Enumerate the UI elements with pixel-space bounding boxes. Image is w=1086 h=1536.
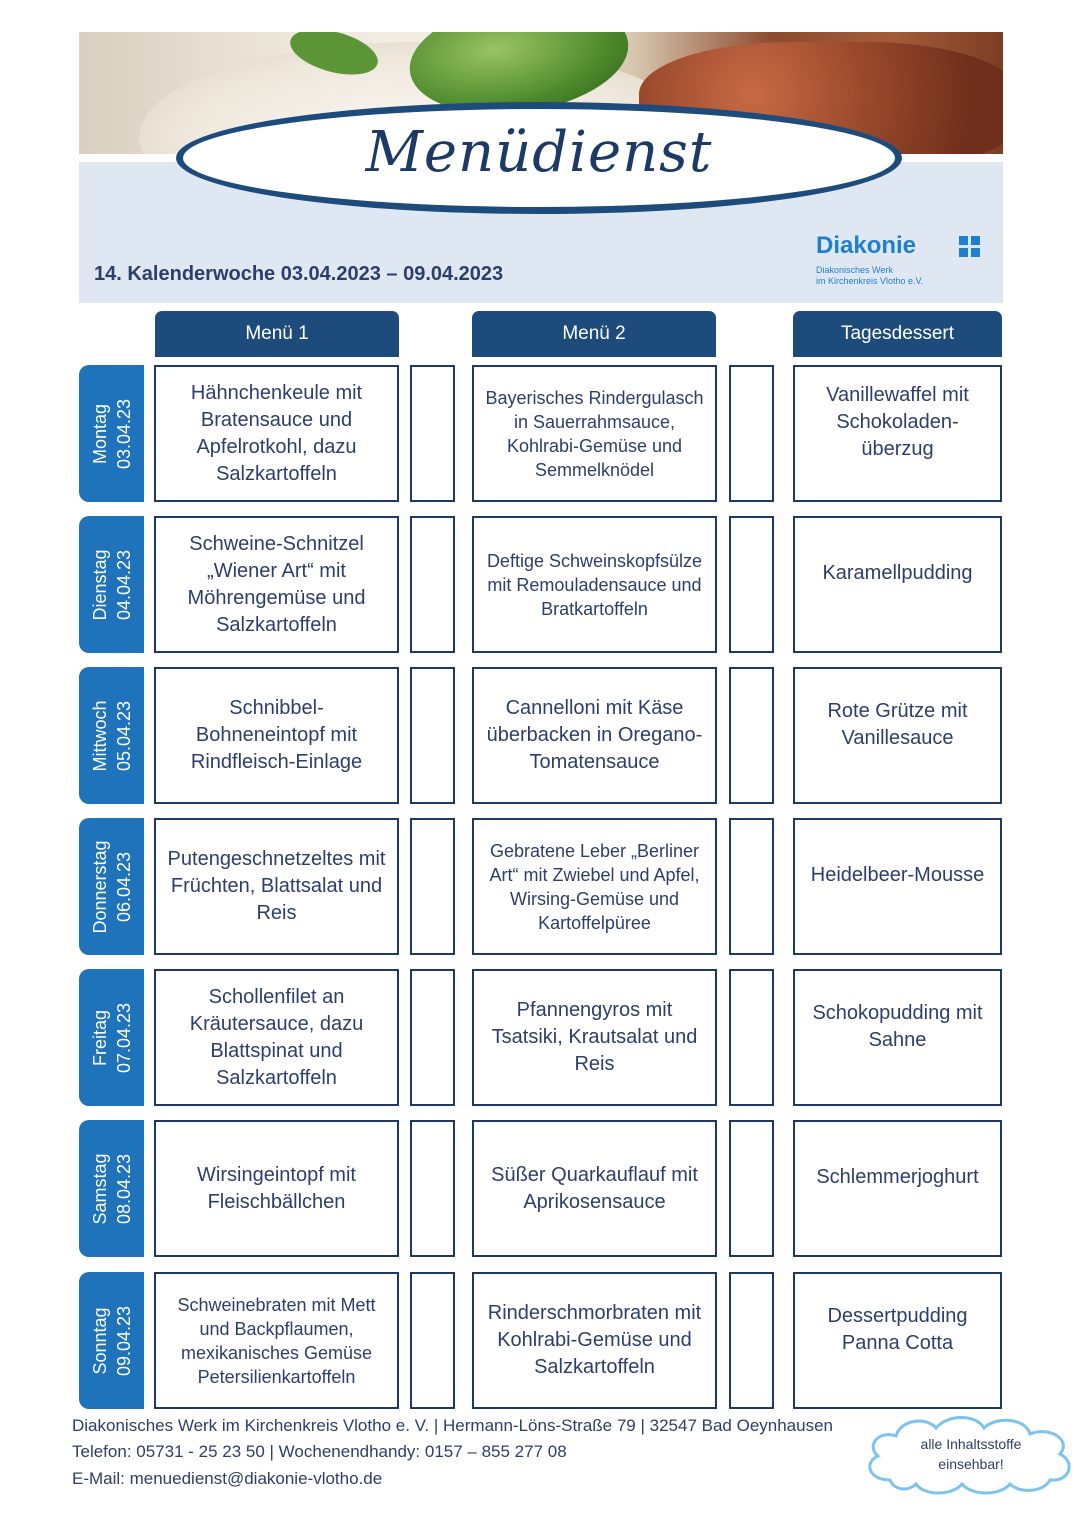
- dessert-cell: Schokopudding mit Sahne: [793, 969, 1002, 1106]
- day-date: 04.04.23: [113, 549, 134, 620]
- menu1-cell: Schollenfilet an Kräutersauce, dazu Blattspinat und Salzkartoffeln: [154, 969, 399, 1106]
- footer-phone: Telefon: 05731 - 25 23 50 | Wochenendhandy: 0157 – 855 277 08: [72, 1442, 567, 1461]
- menu2-cell: Süßer Quarkauflauf mit Aprikosensauce: [472, 1120, 717, 1257]
- day-label: [88, 549, 136, 620]
- cloud-note: [860, 1434, 1082, 1474]
- weekday-name: Montag: [89, 403, 110, 464]
- day-tab: [79, 516, 144, 653]
- logo-sub-line1: Diakonisches Werk: [816, 265, 893, 275]
- weekday-name: Sonntag: [89, 1306, 110, 1375]
- dessert-cell: Dessertpudding Panna Cotta: [793, 1272, 1002, 1409]
- menu2-checkbox[interactable]: [729, 818, 774, 955]
- weekday-name: Freitag: [89, 1009, 110, 1066]
- menu2-cell: Gebratene Leber „Berliner Art“ mit Zwiebel und Apfel, Wirsing-Gemüse und Kartoffelpüree: [472, 818, 717, 955]
- day-date: 07.04.23: [113, 1002, 134, 1073]
- day-date: 05.04.23: [113, 700, 134, 771]
- menu2-cell: Pfannengyros mit Tsatsiki, Krautsalat und Reis: [472, 969, 717, 1106]
- day-date: 09.04.23: [113, 1305, 134, 1376]
- menu2-checkbox[interactable]: [729, 516, 774, 653]
- day-tab: [79, 667, 144, 804]
- column-header-dessert: Tagesdessert: [793, 311, 1002, 357]
- menu2-checkbox[interactable]: [729, 1120, 774, 1257]
- column-header-menu2: Menü 2: [472, 311, 716, 357]
- dessert-cell: Schlemmerjoghurt: [793, 1120, 1002, 1257]
- menu2-cell: Deftige Schweinskopfsülze mit Remouladensauce und Bratkartoffeln: [472, 516, 717, 653]
- day-label: [88, 1305, 136, 1375]
- weekday-name: Mittwoch: [89, 699, 110, 772]
- day-label: [88, 1153, 136, 1224]
- menu2-checkbox[interactable]: [729, 1272, 774, 1409]
- dessert-cell: Karamellpudding: [793, 516, 1002, 653]
- menu2-checkbox[interactable]: [729, 365, 774, 502]
- footer-email[interactable]: E-Mail: menuedienst@diakonie-vlotho.de: [72, 1469, 383, 1488]
- menu1-checkbox[interactable]: [410, 1120, 455, 1257]
- menu2-checkbox[interactable]: [729, 667, 774, 804]
- logo-name: Diakonie: [816, 232, 917, 259]
- day-label: [88, 398, 136, 468]
- day-tab: [79, 969, 144, 1106]
- menu1-cell: Schweinebraten mit Mett und Backpflaumen, mexikanisches Gemüse Petersilienkartoffeln: [154, 1272, 399, 1409]
- weekday-name: Samstag: [89, 1152, 110, 1225]
- menu1-cell: Hähnchenkeule mit Bratensauce und Apfelrotkohl, dazu Salzkartoffeln: [154, 365, 399, 502]
- menu1-checkbox[interactable]: [410, 365, 455, 502]
- menu1-checkbox[interactable]: [410, 818, 455, 955]
- day-tab: [79, 818, 144, 955]
- menu2-checkbox[interactable]: [729, 969, 774, 1106]
- diakonie-cross-icon: [959, 236, 981, 258]
- menu2-cell: Bayerisches Rindergulasch in Sauerrahmsauce, Kohlrabi-Gemüse und Semmelknödel: [472, 365, 717, 502]
- menu1-cell: Wirsingeintopf mit Fleischbällchen: [154, 1120, 399, 1257]
- day-tab: [79, 1272, 144, 1409]
- menu1-cell: Schweine-Schnitzel „Wiener Art“ mit Möhrengemüse und Salzkartoffeln: [154, 516, 399, 653]
- menu2-cell: Rinderschmorbraten mit Kohlrabi-Gemüse und Salzkartoffeln: [472, 1272, 717, 1409]
- weekday-name: Dienstag: [89, 548, 110, 621]
- day-date: 06.04.23: [113, 851, 134, 922]
- weekday-name: Donnerstag: [89, 839, 110, 934]
- calendar-week: 14. Kalenderwoche 03.04.2023 – 09.04.2023: [94, 263, 504, 285]
- footer-address: Diakonisches Werk im Kirchenkreis Vlotho e. V. | Hermann-Löns-Straße 79 | 32547 Bad Oeynhausen: [72, 1416, 833, 1435]
- menu1-cell: Schnibbel-Bohneneintopf mit Rindfleisch-Einlage: [154, 667, 399, 804]
- page-title: Menüdienst: [365, 120, 713, 185]
- dessert-cell: Rote Grütze mit Vanillesauce: [793, 667, 1002, 804]
- column-header-menu1: Menü 1: [155, 311, 399, 357]
- day-label: [88, 840, 136, 933]
- day-date: 03.04.23: [113, 398, 134, 469]
- day-tab: [79, 1120, 144, 1257]
- menu1-checkbox[interactable]: [410, 969, 455, 1106]
- menu1-checkbox[interactable]: [410, 516, 455, 653]
- day-date: 08.04.23: [113, 1153, 134, 1224]
- cloud-line2: einsehbar!: [938, 1456, 1004, 1472]
- logo-subtitle: [816, 265, 996, 287]
- menu1-checkbox[interactable]: [410, 1272, 455, 1409]
- diakonie-logo: [816, 232, 996, 292]
- menu2-cell: Cannelloni mit Käse überbacken in Oregano-Tomatensauce: [472, 667, 717, 804]
- day-label: [88, 700, 136, 771]
- cloud-line1: alle Inhaltsstoffe: [920, 1436, 1022, 1452]
- dessert-cell: Heidelbeer-Mousse: [793, 818, 1002, 955]
- day-label: [88, 1002, 136, 1072]
- day-tab: [79, 365, 144, 502]
- logo-sub-line2: im Kirchenkreis Vlotho e.V.: [816, 276, 924, 286]
- menu1-cell: Putengeschnetzeltes mit Früchten, Blattsalat und Reis: [154, 818, 399, 955]
- dessert-cell: Vanillewaffel mit Schokoladen-überzug: [793, 365, 1002, 502]
- menu1-checkbox[interactable]: [410, 667, 455, 804]
